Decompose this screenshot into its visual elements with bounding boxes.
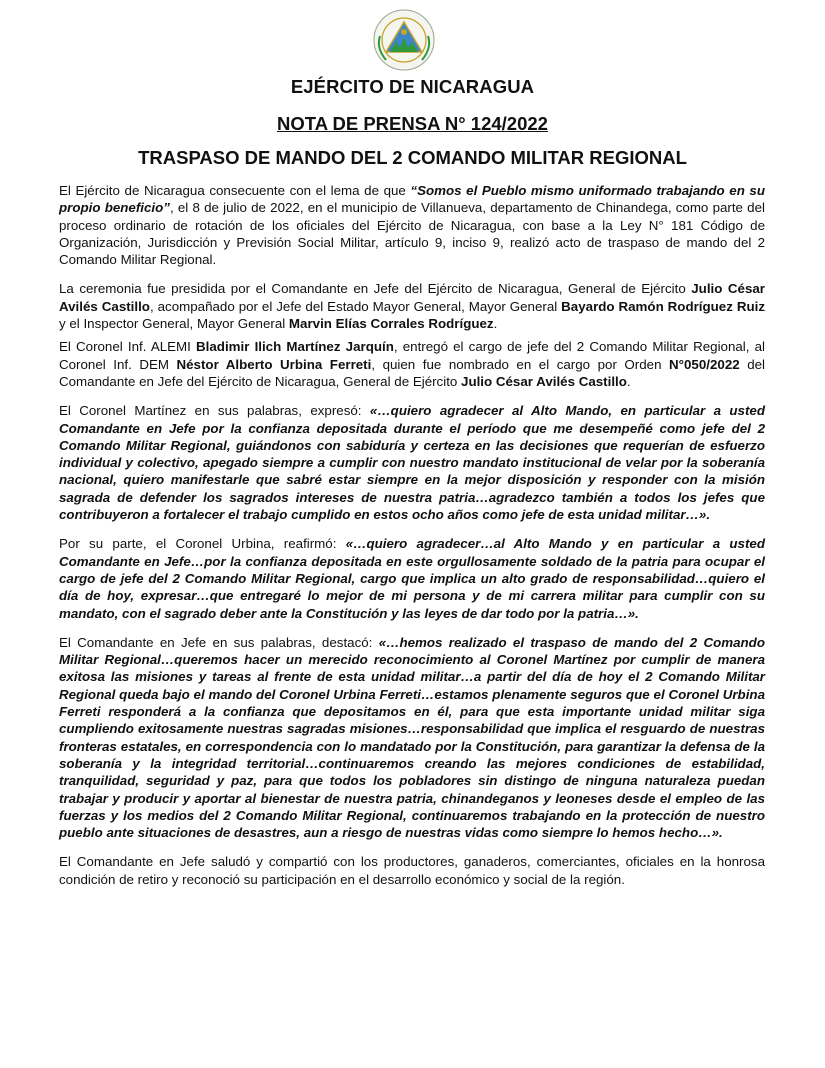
text: El Comandante en Jefe saludó y compartió con los productores, ganaderos, comerciantes, oficiales en la honrosa condición de retiro y reconoció su participación en el desarrollo económico y social de la región. bbox=[59, 854, 765, 887]
text: El Comandante en Jefe en sus palabras, destacó: bbox=[59, 634, 379, 650]
text: , el 8 de julio de 2022, en el municipio de Villanueva, departamento de Chinandega, como parte del proceso ordinario de rotación de los oficiales del Ejército de Nicaragua, con base a la Ley N° 181 Código de Organización, Jurisdicción y Previsión Social Militar, artículo 9, inciso 9, realizó acto de traspaso de mando del 2 Comando Militar Regional. bbox=[59, 200, 765, 268]
text: La ceremonia fue presidida por el Comandante en Jefe del Ejército de Nicaragua, General de Ejército bbox=[59, 281, 692, 297]
person-name: Néstor Alberto Urbina Ferreti bbox=[176, 356, 372, 372]
paragraph-2 bbox=[59, 280, 765, 332]
person-name: Julio César Avilés Castillo bbox=[59, 281, 765, 314]
text: y el Inspector General, Mayor General bbox=[59, 316, 289, 332]
text: El Coronel Inf. ALEMI bbox=[59, 339, 197, 355]
press-note-number: NOTA DE PRENSA N° 124/2022 bbox=[277, 113, 548, 134]
press-note-body bbox=[59, 182, 765, 900]
text: . bbox=[626, 373, 631, 389]
text: del Comandante en Jefe del Ejército de Nicaragua, General de Ejército bbox=[59, 356, 766, 389]
press-note-title: TRASPASO DE MANDO DEL 2 COMANDO MILITAR REGIONAL bbox=[138, 147, 687, 168]
paragraph-1 bbox=[59, 182, 765, 268]
text: . bbox=[493, 316, 498, 332]
paragraph-4 bbox=[59, 402, 765, 523]
person-name: Bladimir Ilich Martínez Jarquín bbox=[196, 339, 394, 355]
quote: «…quiero agradecer…al Alto Mando y en particular a usted Comandante en Jefe…por la confianza depositada en este orgullosamente soldado de la patria para ocupar el cargo de jefe del 2 Comando Militar Regional, cargo que implica un alto grado de responsabilidad…quiero el día de hoy, expresar…que entregaré lo mejor de mi persona y de mi carrera militar para cumplir con su mandato, con el sagrado deber ante la Constitución y las leyes de dar todo por la patria…». bbox=[59, 536, 765, 621]
text: El Coronel Martínez en sus palabras, expresó: bbox=[59, 403, 370, 419]
quote: «…quiero agradecer al Alto Mando, en particular a usted Comandante en Jefe por la confianza depositada durante el período que me desempeñé como jefe del 2 Comando Militar Regional, guiándonos con sabiduría y certeza en las decisiones que requerían de esfuerzo individual y colectivo, apegado siempre a cumplir con nuestro mandato institucional de velar por la soberanía nacional, quiero manifestarle que sabré estar siempre en la mejor disposición y responder con la misión sagrada de defender los sagrados intereses de nuestra patria…agradezco también a todos los jefes que contribuyeron a fortalecer el trabajo cumplido en estos ocho años como jefe de esta unidad militar…». bbox=[59, 403, 765, 523]
text: , acompañado por el Jefe del Estado Mayor General, Mayor General bbox=[149, 298, 562, 314]
ejercito-nicaragua-seal-icon bbox=[372, 8, 436, 72]
motto-quote: “Somos el Pueblo mismo uniformado trabajando en su propio beneficio” bbox=[59, 183, 765, 216]
text: , quien fue nombrado en el cargo por Orden bbox=[371, 356, 670, 372]
text: , entregó el cargo de jefe del 2 Comando Militar Regional, al Coronel Inf. DEM bbox=[59, 339, 765, 372]
paragraph-5 bbox=[59, 535, 765, 621]
paragraph-7 bbox=[59, 853, 765, 888]
person-name: Bayardo Ramón Rodríguez Ruiz bbox=[561, 298, 765, 314]
quote: «…hemos realizado el traspaso de mando del 2 Comando Militar Regional…queremos hacer un merecido reconocimiento al Coronel Martínez por cumplir de manera exitosa las misiones y tareas al frente de esta unidad militar…a partir del día de hoy el 2 Comando Militar Regional queda bajo el mando del Coronel Urbina Ferreti…estamos plenamente seguros que el Coronel Urbina Ferreti responderá a la confianza que depositamos en él, para que esta importante unidad militar siga cumpliendo exitosamente nuestras sagradas misiones…responsabilidad que implica el resguardo de nuestras fronteras estatales, en correspondencia con lo mandatado por la Constitución, para garantizar la defensa de la soberanía y la integridad territorial…continuaremos creando las mejores condiciones de estabilidad, tranquilidad, seguridad y paz, para que todos los pobladores sin distingo de ninguna naturaleza puedan trabajar y producir y aportar al bienestar de nuestra patria, chinandeganos y leoneses desde el empleo de las fuerzas y los medios del 2 Comando Militar Regional, continuaremos trabajando en la protección de nuestro pueblo ante situaciones de desastres, aun a riesgo de nuestras vidas como siempre lo hemos hecho…». bbox=[59, 634, 765, 841]
person-name: Marvin Elías Corrales Rodríguez bbox=[288, 316, 494, 332]
paragraph-6 bbox=[59, 634, 765, 842]
text: El Ejército de Nicaragua consecuente con el lema de que bbox=[59, 183, 411, 198]
text: Por su parte, el Coronel Urbina, reafirmó: bbox=[59, 536, 346, 552]
paragraph-3 bbox=[59, 338, 765, 390]
order-number: N°050/2022 bbox=[669, 356, 740, 372]
organization-heading: EJÉRCITO DE NICARAGUA bbox=[290, 76, 535, 97]
person-name: Julio César Avilés Castillo bbox=[461, 373, 627, 389]
